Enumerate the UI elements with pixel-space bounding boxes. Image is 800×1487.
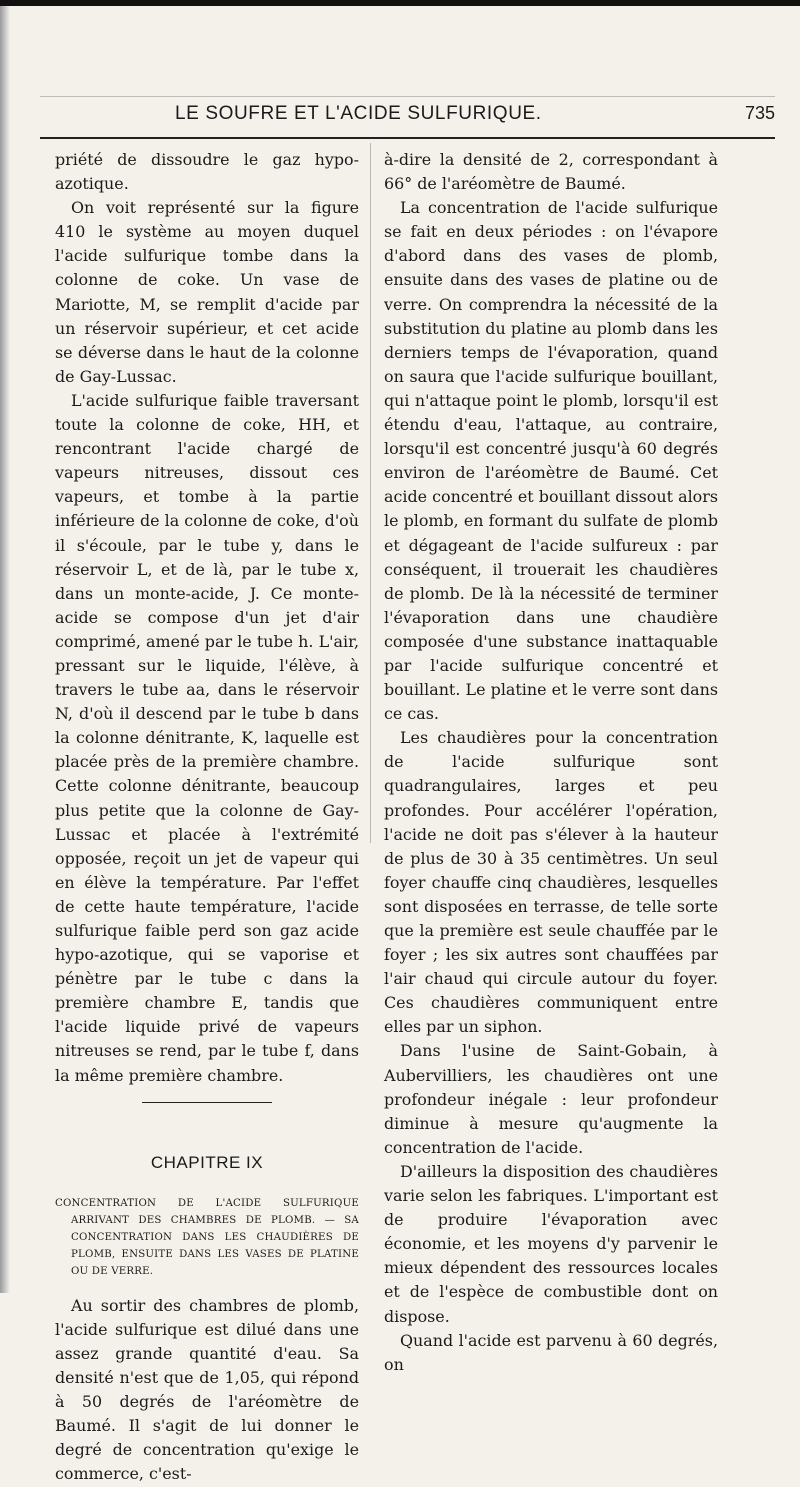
column-divider (370, 143, 371, 843)
page-header (40, 96, 775, 129)
chapter-summary: CONCENTRATION DE L'ACIDE SULFURIQUE ARRIVANT DES CHAMBRES DE PLOMB. — SA CONCENTRATION DANS LES CHAUDIÈRES DE PLOMB, ENSUITE DANS LES VASES DE PLATINE OU DE VERRE. (55, 1197, 359, 1277)
paragraph: Au sortir des chambres de plomb, l'acide sulfurique est dilué dans une assez grande quantité d'eau. Sa densité n'est que de 1,05, qui répond à 50 degrés de l'aréomètre de Baumé. Il s'agit de lui donner le degré de concentration qu'exige le commerce, c'est- (55, 1295, 359, 1484)
page-number: 735 (744, 103, 775, 123)
paragraph: Quand l'acide est parvenu à 60 degrés, on (384, 1330, 718, 1374)
right-column (384, 148, 718, 1377)
left-column (55, 148, 359, 1487)
paragraph: L'acide sulfurique faible traversant toute la colonne de coke, HH, et rencontrant l'acide chargé de vapeurs nitreuses, dissout ces vapeurs, et tombe à la partie inférieure de la colonne de coke, d'où il s'écoule, par le tube y, dans le réservoir L, et de là, par le tube x, dans un monte-acide, J. Ce monte-acide se compose d'un jet d'air comprimé, amené par le tube h. L'air, pressant sur le liquide, l'élève, à travers le tube aa, dans le réservoir N, d'où il descend par le tube b dans la colonne dénitrante, K, laquelle est placée près de la première chambre. Cette colonne dénitrante, beaucoup plus petite que la colonne de Gay-Lussac et placée à l'extrémité opposée, reçoit un jet de vapeur qui en élève la température. Par l'effet de cette haute température, l'acide sulfurique faible perd son gaz acide hypo-azotique, qui se vaporise et pénètre par le tube c dans la première chambre E, tandis que l'acide liquide privé de vapeurs nitreuses se rend, par le tube f, dans la même première chambre. (55, 390, 359, 1085)
chapter-title: CHAPITRE IX (150, 1152, 264, 1172)
paragraph: à-dire la densité de 2, correspondant à 66° de l'aréomètre de Baumé. (384, 150, 718, 194)
top-edge-line (0, 0, 800, 6)
paragraph: Les chaudières pour la concentration de l'acide sulfurique sont quadrangulaires, larges et peu profondes. Pour accélérer l'opération, l'acide ne doit pas s'élever à la hauteur de plus de 30 à 35 centimètres. Un seul foyer chauffe cinq chaudières, lesquelles sont disposées en terrasse, de telle sorte que la première est seule chauffée par le foyer ; les six autres sont chauffées par l'air chaud qui circule autour du foyer. Ces chaudières communiquent entre elles par un siphon. (384, 728, 718, 1037)
page-left-edge (0, 6, 10, 1293)
paragraph: Dans l'usine de Saint-Gobain, à Aubervilliers, les chaudières ont une profondeur inégale : leur profondeur diminue à mesure qu'augmente la concentration de l'acide. (384, 1041, 718, 1157)
chapter-separator-rule (142, 1102, 272, 1103)
header-rule (40, 137, 775, 139)
running-title: LE SOUFRE ET L'ACIDE SULFURIQUE. (175, 103, 542, 124)
paragraph: On voit représenté sur la figure 410 le système au moyen duquel l'acide sulfurique tombe dans la colonne de coke. Un vase de Mariotte, M, se remplit d'acide par un réservoir supérieur, et cet acide se déverse dans le haut de la colonne de Gay-Lussac. (55, 198, 359, 386)
paragraph: priété de dissoudre le gaz hypo-azotique. (55, 150, 359, 194)
paragraph: La concentration de l'acide sulfurique se fait en deux périodes : on l'évapore d'abord dans des vases de plomb, ensuite dans des vases de platine ou de verre. On comprendra la nécessité de la substitution du platine au plomb dans les derniers temps de l'évaporation, quand on saura que l'acide sulfurique bouillant, qui n'attaque point le plomb, lorsqu'il est étendu d'eau, l'attaque, au contraire, lorsqu'il est concentré jusqu'à 60 degrés environ de l'aréomètre de Baumé. Cet acide concentré et bouillant dissout alors le plomb, en formant du sulfate de plomb et dégageant de l'acide sulfureux : par conséquent, il trouerait les chaudières de plomb. De là la nécessité de terminer l'évaporation dans une chaudière composée d'une substance inattaquable par l'acide sulfurique concentré et bouillant. Le platine et le verre sont dans ce cas. (384, 198, 718, 724)
paragraph: D'ailleurs la disposition des chaudières varie selon les fabriques. L'important est de produire l'évaporation avec économie, et les moyens d'y parvenir le mieux dépendent des ressources locales et de l'espèce de combustible dont on dispose. (384, 1161, 718, 1326)
